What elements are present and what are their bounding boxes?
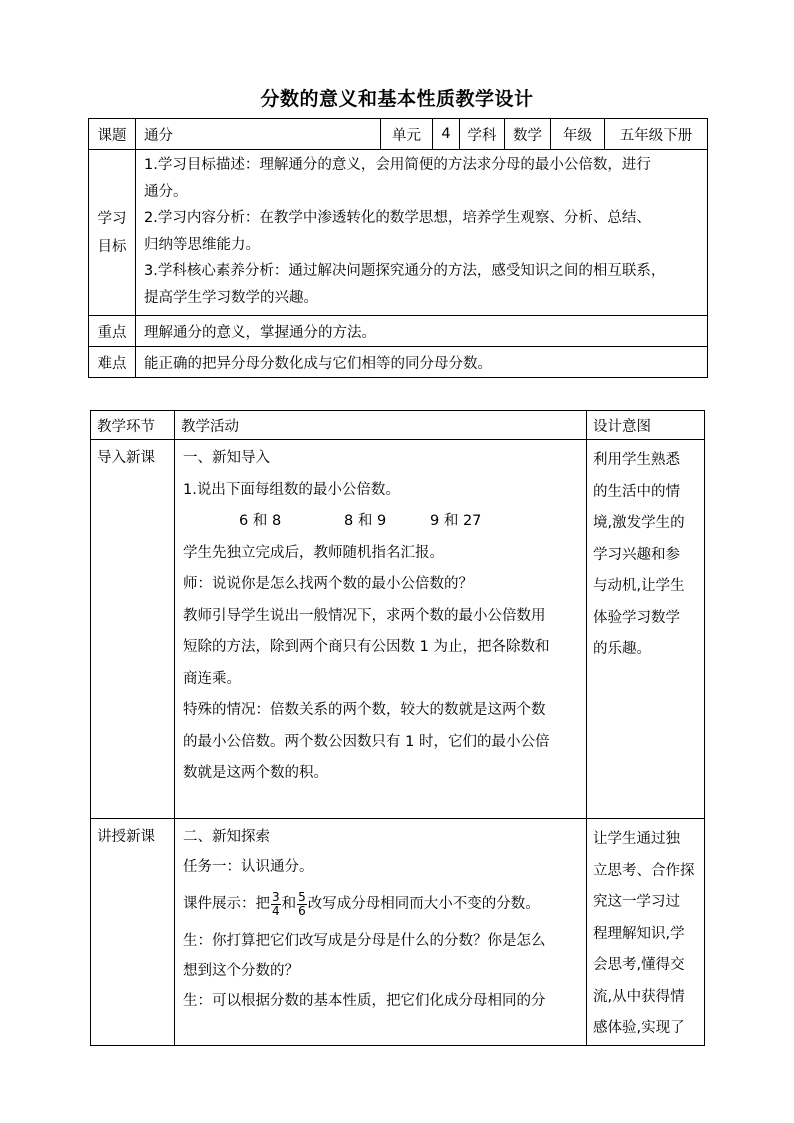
topic-value: 通分 <box>136 119 381 150</box>
activity-line: 数就是这两个数的积。 <box>183 765 328 781</box>
teaching-process-table <box>90 410 705 1046</box>
intent-line: 会思考,懂得交 <box>593 957 685 973</box>
fraction-numerator: 3 <box>272 889 280 904</box>
stage-name: 讲授新课 <box>91 819 175 1046</box>
intent-line: 的生活中的情 <box>593 483 680 500</box>
activity-line: 师：说说你是怎么找两个数的最小公倍数的？ <box>183 576 473 592</box>
difficulty-value: 能正确的把异分母分数化成与它们相等的同分母分数。 <box>136 347 708 378</box>
intent-line: 流,从中获得情 <box>593 988 685 1005</box>
subject-label: 学科 <box>460 119 505 150</box>
header-intent: 设计意图 <box>587 411 705 440</box>
activity-line-fractions <box>183 882 578 926</box>
intent-line: 境,激发学生的 <box>593 515 685 531</box>
document-title: 分数的意义和基本性质教学设计 <box>260 88 534 110</box>
goals-label-line-1: 学习 <box>97 210 127 227</box>
fraction-5-6 <box>297 891 307 918</box>
stage-name: 导入新课 <box>91 440 175 819</box>
fraction-denominator: 4 <box>272 903 280 918</box>
activity-line: 短除的方法，除到两个商只有公因数 1 为止，把各除数和 <box>183 639 550 655</box>
stage-activity <box>175 819 587 1046</box>
intent-line: 究这一学习过 <box>593 894 680 910</box>
number-pair: 6 和 8 <box>239 513 282 529</box>
stage-intent <box>587 440 705 819</box>
activity-line: 任务一：认识通分。 <box>183 859 314 875</box>
key-point-row <box>89 316 708 347</box>
intent-line: 立思考、合作探 <box>593 862 695 879</box>
intent-line: 程理解知识,学 <box>593 925 685 942</box>
goals-label <box>89 150 136 316</box>
key-point-value: 理解通分的意义，掌握通分的方法。 <box>136 316 708 347</box>
activity-line: 商连乘。 <box>183 670 241 687</box>
subject-value: 数学 <box>505 119 551 150</box>
activity-line: 想到这个分数的？ <box>183 963 299 979</box>
key-point-label: 重点 <box>89 316 136 347</box>
activity-line: 一、新知导入 <box>183 450 270 466</box>
header-activity: 教学活动 <box>175 411 587 440</box>
intent-line: 的乐趣。 <box>593 641 651 657</box>
activity-line: 生：你打算把它们改写成是分母是什么的分数？你是怎么 <box>183 933 546 949</box>
unit-label: 单元 <box>381 119 433 150</box>
grade-label: 年级 <box>551 119 605 150</box>
stage-activity <box>175 440 587 819</box>
fraction-text: 和 <box>281 896 297 912</box>
activity-line: 二、新知探索 <box>183 829 270 845</box>
stage-row-intro <box>91 440 705 819</box>
fraction-text: 课件展示：把 <box>183 896 270 912</box>
activity-line: 教师引导学生说出一般情况下，求两个数的最小公倍数用 <box>183 607 546 624</box>
stage-intent <box>587 819 705 1046</box>
difficulty-row <box>89 347 708 378</box>
goals-row <box>89 150 708 316</box>
activity-line: 生：可以根据分数的基本性质，把它们化成分母相同的分 <box>183 993 546 1009</box>
unit-value: 4 <box>433 119 460 150</box>
goal-line: 3.学科核心素养分析：通过解决问题探究通分的方法，感受知识之间的相互联系， <box>144 263 666 279</box>
fraction-numerator: 5 <box>298 889 306 904</box>
header-stage: 教学环节 <box>91 411 175 440</box>
intent-line: 体验学习数学 <box>593 609 680 626</box>
goal-line: 提高学生学习数学的兴趣。 <box>144 289 318 306</box>
goals-label-line-2: 目标 <box>97 238 127 255</box>
number-pairs <box>183 506 578 538</box>
activity-line: 1.说出下面每组数的最小公倍数。 <box>183 481 400 498</box>
activity-line: 特殊的情况：倍数关系的两个数，较大的数就是这两个数 <box>183 702 546 718</box>
intent-line: 让学生通过独 <box>593 831 680 847</box>
goal-line: 归纳等思维能力。 <box>144 236 260 253</box>
info-row <box>89 119 708 150</box>
intent-line: 与动机,让学生 <box>593 578 685 594</box>
topic-label: 课题 <box>89 119 136 150</box>
activity-line: 学生先独立完成后，教师随机指名汇报。 <box>183 544 444 561</box>
grade-value: 五年级下册 <box>605 119 708 150</box>
intent-line: 利用学生熟悉 <box>593 452 680 468</box>
fraction-denominator: 6 <box>298 903 306 918</box>
number-pair: 9 和 27 <box>430 513 482 529</box>
process-header-row <box>91 411 705 440</box>
fraction-3-4 <box>271 891 281 918</box>
goal-line: 2.学习内容分析：在教学中渗透转化的数学思想，培养学生观察、分析、总结、 <box>144 210 651 226</box>
intent-line: 感体验,实现了 <box>593 1020 685 1036</box>
difficulty-label: 难点 <box>89 347 136 378</box>
goal-line: 通分。 <box>144 183 188 200</box>
goal-line: 1.学习目标描述：理解通分的意义，会用简便的方法求分母的最小公倍数，进行 <box>144 157 651 173</box>
activity-line: 的最小公倍数。两个数公因数只有 1 时，它们的最小公倍 <box>183 733 550 750</box>
number-pair: 8 和 9 <box>344 513 387 529</box>
fraction-text: 改写成分母相同而大小不变的分数。 <box>307 896 540 912</box>
lesson-info-table <box>88 118 708 378</box>
goals-content <box>136 150 708 316</box>
intent-line: 学习兴趣和参 <box>593 546 680 563</box>
stage-row-new-lesson <box>91 819 705 1046</box>
